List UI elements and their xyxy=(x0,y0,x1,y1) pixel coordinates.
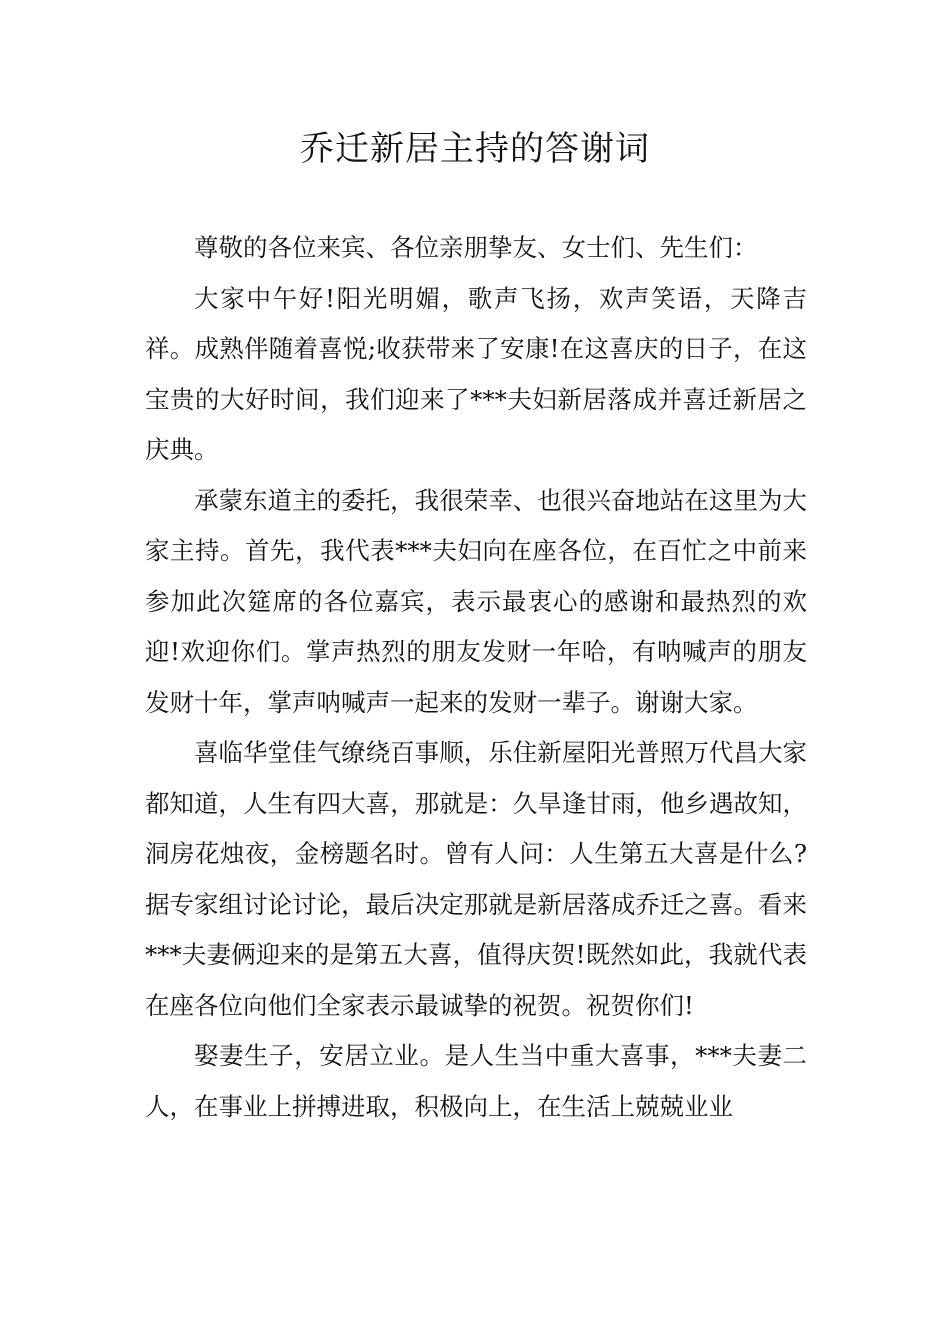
paragraph-salutation: 尊敬的各位来宾、各位亲朋挚友、女士们、先生们： xyxy=(194,233,758,262)
document-title: 乔迁新居主持的答谢词 xyxy=(300,129,650,169)
document-body xyxy=(145,223,807,1132)
paragraph-greeting: 大家中午好!阳光明媚，歌声飞扬，欢声笑语，天降吉祥。成熟伴随着喜悦;收获带来了安康!在这喜庆的日子，在这宝贵的大好时间，我们迎来了***夫妇新居落成并喜迁新居之庆典。 xyxy=(145,283,807,464)
paragraph-settling: 娶妻生子，安居立业。是人生当中重大喜事，***夫妻二人，在事业上拼搏进取，积极向上，在生活上兢兢业业 xyxy=(145,1041,807,1121)
paragraph-five-joys: 喜临华堂佳气缭绕百事顺，乐住新屋阳光普照万代昌大家都知道，人生有四大喜，那就是：久旱逢甘雨，他乡遇故知，洞房花烛夜，金榜题名时。曾有人问：人生第五大喜是什么?据专家组讨论讨论，最后决定那就是新居落成乔迁之喜。看来***夫妻俩迎来的是第五大喜，值得庆贺!既然如此，我就代表在座各位向他们全家表示最诚挚的祝贺。祝贺你们! xyxy=(145,738,807,1020)
paragraph-thanks: 承蒙东道主的委托，我很荣幸、也很兴奋地站在这里为大家主持。首先，我代表***夫妇向在座各位，在百忙之中前来参加此次筵席的各位嘉宾，表示最衷心的感谢和最热烈的欢迎!欢迎你们。掌声热烈的朋友发财一年哈，有呐喊声的朋友发财十年，掌声呐喊声一起来的发财一辈子。谢谢大家。 xyxy=(145,485,807,717)
